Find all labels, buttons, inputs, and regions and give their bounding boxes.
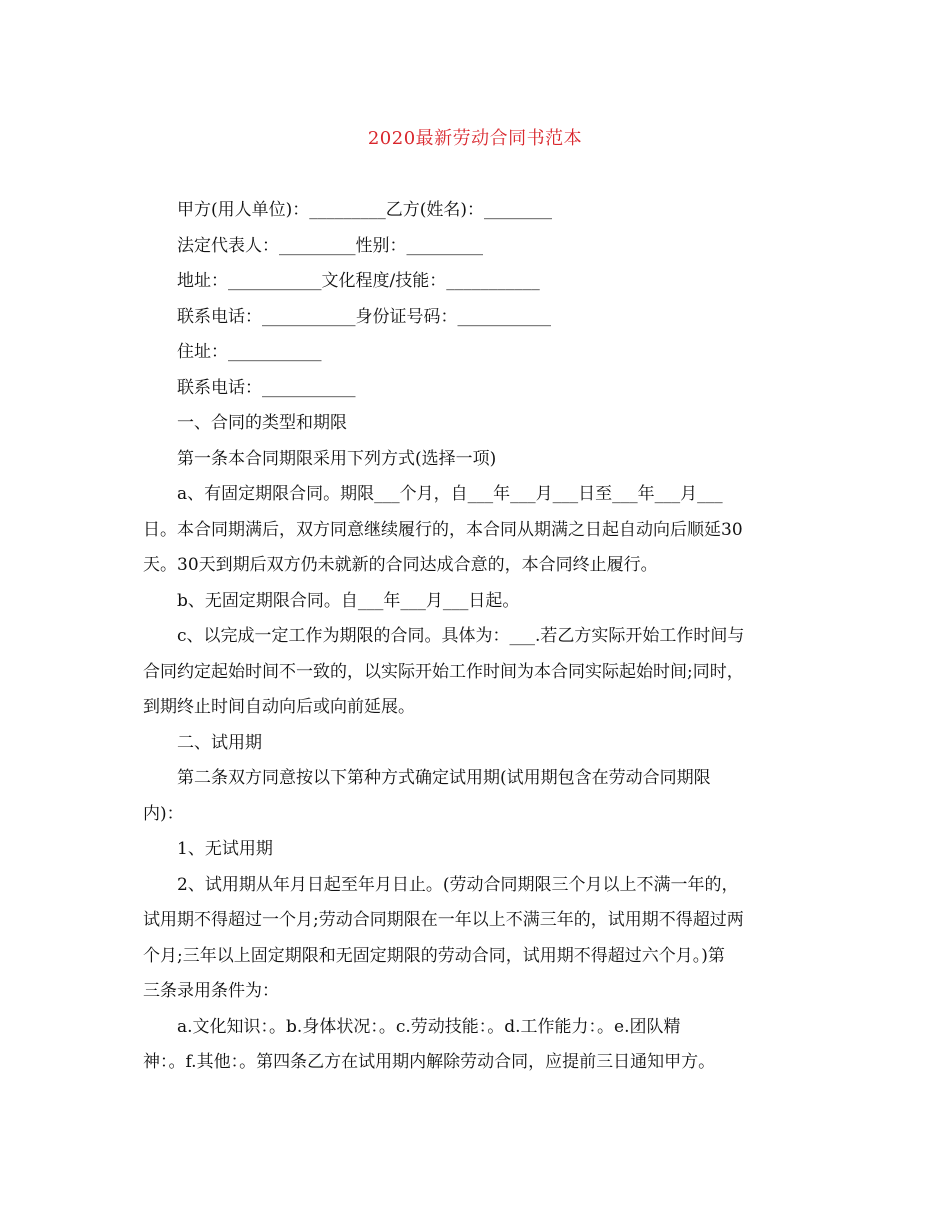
clause-c-line: c、以完成一定工作为期限的合同。具体为：___.若乙方实际开始工作时间与 (177, 626, 745, 646)
representative-gender-line: 法定代表人：_________性别：_________ (177, 235, 483, 256)
party-a-b-line: 甲方(用人单位)：_________乙方(姓名)：________ (177, 200, 553, 220)
clause-c-continuation: 到期终止时间自动向后或向前延展。 (143, 697, 415, 717)
article-continuation: 内)： (143, 803, 184, 824)
clause-a-continuation: 日。本合同期满后，双方同意继续履行的，本合同从期满之日起自动向后顺延30 (143, 519, 743, 540)
contact-phone-line: 联系电话：___________ (177, 377, 356, 398)
clause-a-line: a、有固定期限合同。期限___个月，自___年___月___日至___年___月___ (177, 484, 723, 504)
clause-a-continuation: 天。30天到期后双方仍未就新的合同达成合意的，本合同终止履行。 (143, 555, 658, 575)
conditions-continuation: 神：。f.其他：。第四条乙方在试用期内解除劳动合同，应提前三日通知甲方。 (143, 1052, 716, 1072)
document-body (143, 193, 815, 1081)
residence-line: 住址：___________ (177, 342, 322, 362)
conditions-line: a.文化知识：。b.身体状况：。c.劳动技能：。d.工作能力：。e.团队精 (177, 1016, 681, 1037)
clause-b-line: b、无固定期限合同。自___年___月___日起。 (177, 590, 520, 611)
document-title: 2020最新劳动合同书范本 (367, 128, 583, 149)
article-line: 第二条双方同意按以下第种方式确定试用期(试用期包含在劳动合同期限 (177, 768, 711, 788)
phone-id-line: 联系电话：___________身份证号码：___________ (177, 306, 551, 327)
option-continuation: 个月;三年以上固定期限和无固定期限的劳动合同，试用期不得超过六个月。)第 (143, 945, 725, 966)
option-continuation: 试用期不得超过一个月;劳动合同期限在一年以上不满三年的，试用期不得超过两 (143, 910, 744, 930)
option-line: 1、无试用期 (177, 839, 273, 859)
clause-c-continuation: 合同约定起始时间不一致的，以实际开始工作时间为本合同实际起始时间;同时， (143, 661, 744, 682)
section-heading: 一、合同的类型和期限 (177, 413, 347, 433)
option-line: 2、试用期从年月日起至年月日止。(劳动合同期限三个月以上不满一年的， (177, 874, 739, 895)
article-line: 三条录用条件为： (143, 981, 279, 1001)
article-line: 第一条本合同期限采用下列方式(选择一项) (177, 448, 497, 469)
address-education-line: 地址：___________文化程度/技能：___________ (177, 271, 540, 291)
section-heading: 二、试用期 (177, 732, 262, 753)
